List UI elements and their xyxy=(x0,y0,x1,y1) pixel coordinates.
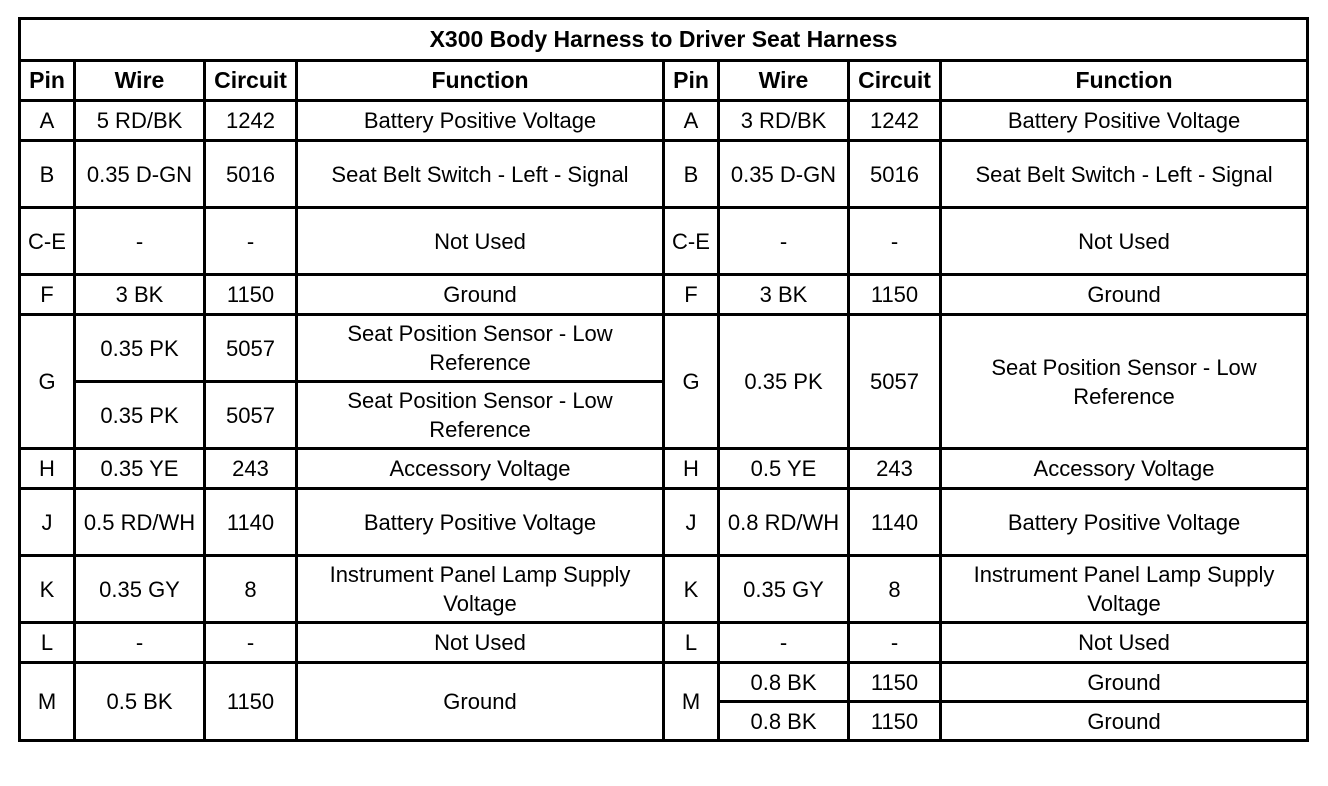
right-circuit: - xyxy=(849,623,941,663)
left-pin: A xyxy=(20,101,75,141)
right-function: Ground xyxy=(941,275,1308,315)
left-circuit: - xyxy=(205,208,297,275)
header-function: Function xyxy=(297,61,664,101)
header-pin: Pin xyxy=(20,61,75,101)
header-circuit: Circuit xyxy=(205,61,297,101)
right-circuit: 5057 xyxy=(849,315,941,449)
right-pin: A xyxy=(664,101,719,141)
left-wire: 0.35 PK xyxy=(75,315,205,382)
left-pin: C-E xyxy=(20,208,75,275)
table-row xyxy=(20,663,1308,702)
header-circuit: Circuit xyxy=(849,61,941,101)
right-circuit: 5016 xyxy=(849,141,941,208)
right-wire: 0.8 RD/WH xyxy=(719,489,849,556)
right-function: Accessory Voltage xyxy=(941,449,1308,489)
left-function: Not Used xyxy=(297,208,664,275)
right-pin: M xyxy=(664,663,719,741)
right-wire: 0.35 D-GN xyxy=(719,141,849,208)
right-function: Seat Position Sensor - Low Reference xyxy=(941,315,1308,449)
left-circuit: 1150 xyxy=(205,275,297,315)
table-row xyxy=(20,141,1308,208)
left-wire: 0.35 GY xyxy=(75,556,205,623)
right-circuit: 1150 xyxy=(849,663,941,702)
right-wire: - xyxy=(719,208,849,275)
left-pin: H xyxy=(20,449,75,489)
header-function: Function xyxy=(941,61,1308,101)
left-function: Accessory Voltage xyxy=(297,449,664,489)
left-circuit: 1150 xyxy=(205,663,297,741)
left-pin: L xyxy=(20,623,75,663)
right-circuit: 243 xyxy=(849,449,941,489)
right-function: Seat Belt Switch - Left - Signal xyxy=(941,141,1308,208)
left-wire: 0.35 PK xyxy=(75,382,205,449)
left-pin: M xyxy=(20,663,75,741)
right-pin: C-E xyxy=(664,208,719,275)
table-title: X300 Body Harness to Driver Seat Harness xyxy=(20,19,1308,61)
left-wire: 0.5 RD/WH xyxy=(75,489,205,556)
table-row xyxy=(20,208,1308,275)
left-pin: F xyxy=(20,275,75,315)
left-wire: 5 RD/BK xyxy=(75,101,205,141)
left-wire: 0.35 D-GN xyxy=(75,141,205,208)
header-wire: Wire xyxy=(719,61,849,101)
right-wire: 0.8 BK xyxy=(719,663,849,702)
right-wire: 3 BK xyxy=(719,275,849,315)
right-pin: L xyxy=(664,623,719,663)
right-pin: F xyxy=(664,275,719,315)
left-function: Instrument Panel Lamp Supply Voltage xyxy=(297,556,664,623)
right-wire: - xyxy=(719,623,849,663)
left-wire: 0.35 YE xyxy=(75,449,205,489)
left-wire: - xyxy=(75,623,205,663)
table-row xyxy=(20,315,1308,382)
right-function: Ground xyxy=(941,702,1308,741)
table-row xyxy=(20,623,1308,663)
right-wire: 0.35 PK xyxy=(719,315,849,449)
header-row xyxy=(20,61,1308,101)
right-pin: H xyxy=(664,449,719,489)
left-circuit: 243 xyxy=(205,449,297,489)
left-circuit: - xyxy=(205,623,297,663)
left-function: Ground xyxy=(297,663,664,741)
connector-table xyxy=(18,17,1309,742)
right-function: Ground xyxy=(941,663,1308,702)
left-function: Ground xyxy=(297,275,664,315)
right-circuit: - xyxy=(849,208,941,275)
right-circuit: 1150 xyxy=(849,702,941,741)
left-circuit: 1140 xyxy=(205,489,297,556)
left-pin: K xyxy=(20,556,75,623)
table-row xyxy=(20,556,1308,623)
left-function: Battery Positive Voltage xyxy=(297,101,664,141)
right-wire: 0.5 YE xyxy=(719,449,849,489)
left-circuit: 8 xyxy=(205,556,297,623)
right-function: Not Used xyxy=(941,623,1308,663)
left-pin: B xyxy=(20,141,75,208)
left-wire: 3 BK xyxy=(75,275,205,315)
right-function: Instrument Panel Lamp Supply Voltage xyxy=(941,556,1308,623)
right-pin: B xyxy=(664,141,719,208)
table-row xyxy=(20,449,1308,489)
left-circuit: 5057 xyxy=(205,315,297,382)
header-wire: Wire xyxy=(75,61,205,101)
left-function: Seat Position Sensor - Low Reference xyxy=(297,382,664,449)
table-row xyxy=(20,489,1308,556)
right-function: Battery Positive Voltage xyxy=(941,489,1308,556)
left-function: Seat Belt Switch - Left - Signal xyxy=(297,141,664,208)
left-wire: 0.5 BK xyxy=(75,663,205,741)
left-function: Battery Positive Voltage xyxy=(297,489,664,556)
right-wire: 0.8 BK xyxy=(719,702,849,741)
left-circuit: 1242 xyxy=(205,101,297,141)
right-pin: G xyxy=(664,315,719,449)
right-circuit: 1140 xyxy=(849,489,941,556)
left-circuit: 5057 xyxy=(205,382,297,449)
right-circuit: 8 xyxy=(849,556,941,623)
right-function: Not Used xyxy=(941,208,1308,275)
left-wire: - xyxy=(75,208,205,275)
table-row xyxy=(20,101,1308,141)
right-function: Battery Positive Voltage xyxy=(941,101,1308,141)
left-pin: G xyxy=(20,315,75,449)
header-pin: Pin xyxy=(664,61,719,101)
right-pin: J xyxy=(664,489,719,556)
left-function: Not Used xyxy=(297,623,664,663)
right-pin: K xyxy=(664,556,719,623)
right-circuit: 1242 xyxy=(849,101,941,141)
left-circuit: 5016 xyxy=(205,141,297,208)
table-row xyxy=(20,275,1308,315)
left-pin: J xyxy=(20,489,75,556)
right-wire: 3 RD/BK xyxy=(719,101,849,141)
right-circuit: 1150 xyxy=(849,275,941,315)
right-wire: 0.35 GY xyxy=(719,556,849,623)
left-function: Seat Position Sensor - Low Reference xyxy=(297,315,664,382)
